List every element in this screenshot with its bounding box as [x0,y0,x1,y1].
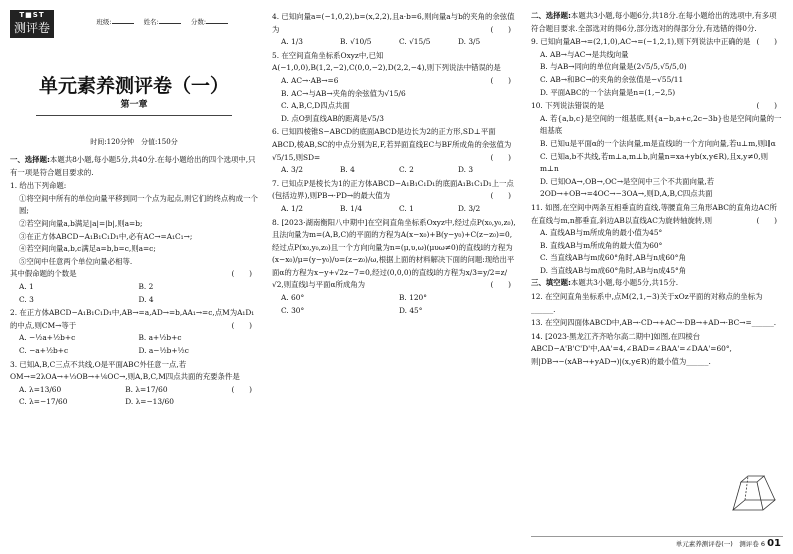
answer-paren[interactable]: ( ) [231,320,252,330]
q3-options [10,384,231,409]
section-2-desc: 本题共3小题,每小题6分,共18分.在每小题给出的选项中,有多项符合题目要求.全部选对的得6分,部分选对的得部分分,有选错的得0分. [531,11,777,33]
option[interactable]: A. 若{a,b,c}是空间的一组基底,则{a−b,a+c,2c−3b}也是空间向量的一组基底 [540,113,782,136]
option[interactable]: C. A,B,C,D四点共面 [281,101,350,111]
page-number: 01 [767,538,781,549]
q2-stem: 2. 在正方体ABCD−A₁B₁C₁D₁中,AB→=a,AD→=b,AA₁→=c,点M为A₁D₁的中点,则CM→等于 [10,308,255,330]
option[interactable]: D. 平面ABC的一个法向量是n=(1,−2,5) [540,87,676,97]
option[interactable]: D. 3/5 [458,37,481,47]
option[interactable]: A. 3/2 [281,165,303,175]
option[interactable]: D. 3 [458,165,474,175]
q5-stem: 5. 在空间直角坐标系Oxyz中,已知A(−1,0,0),B(1,2,−2),C(0,0,−2),D(2,2,−4),则下列说法中错误的是 [272,50,501,73]
option[interactable]: D. 当直线AB与m成60°角时,AB与n成45°角 [540,265,687,275]
option[interactable]: C. 3 [19,294,34,304]
q2-options [10,332,258,357]
page-footer [676,538,781,550]
section-2-head: 二、选择题: [531,11,571,20]
option[interactable]: C. λ=−17/60 [19,397,68,407]
option[interactable]: B. 已知u是平面α的一个法向量,m是直线l的一个方向向量,若u⊥m,则l∥α [540,138,776,148]
name-label: 姓名: [143,18,159,26]
option[interactable]: C. −a+½b+c [19,345,69,355]
chapter-label: 第一章 [120,100,148,110]
class-label: 班级: [96,18,112,26]
answer-paren[interactable]: ( ) [490,280,511,290]
question-4 [272,11,517,49]
answer-paren[interactable]: ( ) [756,101,777,111]
title-divider [36,115,232,116]
section-2 [531,10,783,35]
frustum-edge [733,482,741,510]
q1-item: ①将空间中所有的单位向量平移到同一个点为起点,则它们的终点构成一个圆; [19,193,258,216]
option[interactable]: D. a−½b+½c [138,345,189,355]
q10-stem: 10. 下列说法错误的是 [531,101,605,111]
footer-label: 单元素养测评卷(一) 测评卷 [675,540,759,548]
option[interactable]: D. 已知OA→,OB→,OC→是空间中三个不共面向量,若2OD→+OB→=4OC→−3OA→,则D,A,B,C四点共面 [540,176,715,199]
question-11 [531,202,783,278]
footer-divider [531,536,783,537]
time-score-meta: 时间:120分钟 分值:150分 [90,138,178,146]
option[interactable]: D. 4 [138,294,154,304]
question-14[interactable]: 14. [2023·黑龙江齐齐哈尔高二期中]如图,在四棱台ABCD−A'B'C'D'中,AA'=4,∠BAD=∠BAA'=∠DAA'=60°,则|DB→−(xAB→+yAD→)|(x,y∈R)的最小值为______. [531,331,732,367]
option[interactable]: C. 1 [399,203,414,213]
section-3 [531,277,783,290]
option[interactable]: C. 2 [399,165,414,175]
answer-paren[interactable]: ( ) [490,24,511,34]
answer-paren[interactable]: ( ) [231,384,252,394]
option[interactable]: A. AC→·AB→=6 [281,75,339,85]
answer-paren[interactable]: ( ) [490,75,511,85]
question-13[interactable]: 13. 在空间四面体ABCD中,AB→·CD→+AC→·DB→+AD→·BC→=______. [531,318,777,328]
column-middle [272,10,517,317]
q1-item: ⑤空间中任意两个单位向量必相等. [19,256,133,266]
option[interactable]: A. 直线AB与m所成角的最小值为45° [540,228,663,238]
badge-bottom-text: 测评卷 [13,21,50,35]
question-12[interactable]: 12. 在空间直角坐标系中,点M(2,1,−3)关于xOz平面的对称点的坐标为______. [531,292,763,314]
frustum-figure [723,470,779,516]
answer-paren[interactable]: ( ) [490,191,511,201]
option[interactable]: B. 2 [138,281,154,291]
q6-stem: 6. 已知四棱锥S−ABCD的底面ABCD是边长为2的正方形,SD⊥平面ABCD,棱AB,SC的中点分别为E,F,若异面直线EC与BF所成角的余弦值为√5/15,则SD= [272,127,512,162]
question-6 [272,126,517,176]
option[interactable]: A. −½a+½b+c [19,333,76,343]
header-row [10,10,258,38]
option[interactable]: B. 与AB→同向的单位向量是(2√5/5,√5/5,0) [540,62,687,72]
option[interactable]: B. AC→与AB→夹角的余弦值为√15/6 [281,88,406,98]
q1-ask: 其中假命题的个数是 [10,269,77,279]
option[interactable]: A. 1 [19,281,34,291]
question-5 [272,50,517,126]
footer-small-number: 6 [760,540,765,548]
q4-options [272,36,517,49]
question-7 [272,178,517,216]
exam-title: 单元素养测评卷（一） [38,75,229,97]
section-1 [10,154,258,179]
option[interactable]: A. 1/2 [281,203,303,213]
option[interactable]: A. AB→与AC→是共线向量 [540,49,629,59]
option[interactable]: D. 45° [399,305,423,315]
answer-paren[interactable]: ( ) [756,215,777,225]
question-1 [10,180,258,306]
option[interactable]: B. 120° [399,293,427,303]
option[interactable]: B. 直线AB与m所成角的最大值为60° [540,240,663,250]
badge-top-text: T■ST [19,11,45,19]
frustum-edge [757,482,763,510]
option[interactable]: B. a+½b+c [138,333,182,343]
q1-item: ④若空间向量a,b,c满足a=b,b=c,则a=c; [19,244,156,254]
option[interactable]: C. √15/5 [399,37,431,47]
q6-options [272,164,517,177]
option[interactable]: D. 3/2 [458,203,481,213]
student-info [96,10,236,29]
answer-paren[interactable]: ( ) [756,37,777,47]
option[interactable]: A. λ=13/60 [19,384,62,394]
q8-options [272,292,517,317]
section-1-head: 一、选择题: [10,155,50,164]
q8-stem: 8. [2023·湖南衡阳八中期中]在空间直角坐标系Oxyz中,经过点P(x₀,y₀,z₀),且法向量为m=(A,B,C)的平面的方程为A(x−x₀)+B(y−y₀)+C(z−z₀)=0,经过点P(x₀,y₀,z₀)且一个方向向量为n=(μ,υ,ω)(μυω≠0)的直线l的方程为(x−x₀)/μ=(y−y₀)/υ=(z−z₀)/ω,根据上面的材料解决下面的问题:现给出平面α的方程为x−y+√2z−7=0,经过(0,0,0)的直线l的方程为x/3=y/2=z/√2,则直线l与平面α所成角为 [272,217,516,290]
column-left [10,10,258,409]
option[interactable]: C. 30° [281,305,305,315]
q7-options [272,203,517,216]
frustum-edge [764,476,775,500]
q11-stem: 11. 如图,在空间中两条互相垂直的直线,等腰直角三角形ABC的直角边AC所在直线与m,n都垂直,斜边AB以直线AC为旋转轴旋转,则 [531,202,777,225]
option[interactable]: D. 点O到直线AB的距离是√5/3 [281,113,384,123]
q3-stem: 3. 已知A,B,C三点不共线,O是平面ABC外任意一点,若OM→=2λOA→+⅓OB→+⅙OC→,则A,B,C,M四点共面的充要条件是 [10,359,240,382]
q1-item: ③在正方体ABCD−A₁B₁C₁D₁中,必有AC→=A₁C₁→; [19,231,193,241]
option[interactable]: A. 1/3 [281,37,303,47]
question-10 [531,100,783,201]
option[interactable]: C. AB→和BC→的夹角的余弦值是−√55/11 [540,74,684,84]
frustum-hidden-edge [745,476,748,500]
test-badge [10,10,54,38]
frustum-base [733,500,775,510]
section-3-head: 三、填空题: [531,278,571,288]
class-blank[interactable] [112,23,134,24]
option[interactable]: B. λ=17/60 [125,384,168,394]
q4-stem: 4. 已知向量a=(−1,0,2),b=(x,2,2),且a·b=6,则向量a与b的夹角的余弦值为 [272,12,515,34]
q1-options [10,281,258,306]
score-label: 分数: [190,18,207,26]
column-right [531,10,783,369]
question-8 [272,217,517,318]
option[interactable]: B. 1/4 [340,203,363,213]
question-3 [10,359,258,409]
section-3-desc: 本题共3小题,每小题5分,共15分. [570,278,679,288]
option[interactable]: D. λ=−13/60 [125,397,174,407]
option[interactable]: C. 当直线AB与m成60°角时,AB与n成60°角 [540,253,686,263]
q1-stem: 1. 给出下列命题: [10,181,67,191]
score-blank[interactable] [206,23,228,24]
q1-item: ②若空间向量a,b满足|a|=|b|,则a=b; [19,218,143,228]
option[interactable]: A. 60° [281,293,305,303]
answer-paren[interactable]: ( ) [231,269,252,279]
question-2 [10,307,258,357]
option[interactable]: B. √10/5 [340,37,372,47]
section-1-desc: 本题共8小题,每小题5分,共40分.在每小题给出的四个选项中,只有一项是符合题目要求的. [10,155,256,177]
option[interactable]: B. 4 [340,165,355,175]
question-9 [531,36,783,99]
option[interactable]: C. 已知a,b不共线,若m⊥a,m⊥b,向量n=xa+yb(x,y∈R),且x,y≠0,则m⊥n [540,151,768,174]
frustum-top [741,476,764,482]
name-blank[interactable] [159,23,181,24]
q9-stem: 9. 已知向量AB→=(2,1,0),AC→=(−1,2,1),则下列说法中正确的是 [531,37,751,47]
q7-stem: 7. 已知点P是棱长为1的正方体ABCD−A₁B₁C₁D₁的底面A₁B₁C₁D₁上一点(包括边界),则PB→·PD→的最大值为 [272,178,514,201]
answer-paren[interactable]: ( ) [490,152,511,162]
